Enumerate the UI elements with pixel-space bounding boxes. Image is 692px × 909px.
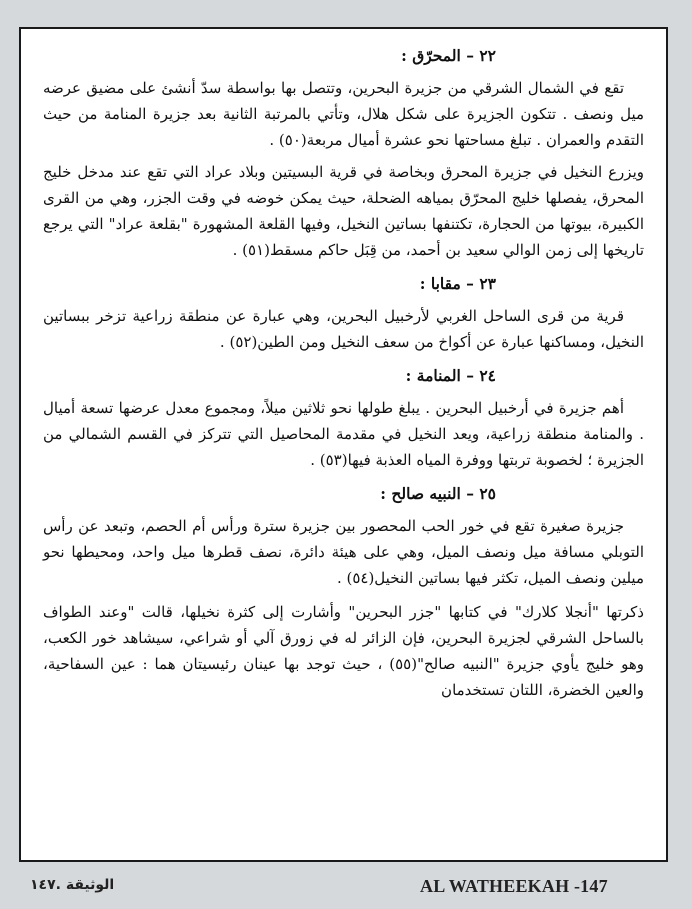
paragraph-muharraq-1: تقع في الشمال الشرقي من جزيرة البحرين، وتتصل بها بواسطة سدّ أنشئ على مضيق عرضه ميل ونصف . تتكون الجزيرة على شكل هلال، وتأتي بالمرتبة الثانية بعد جزيرة المنامة من حيث التقدم والعمران . تبلغ مساحتها نحو عشرة أميال مربعة(٥٠) . (43, 79, 644, 149)
section-heading-maqaba: ٢٣ – مقابا : (419, 274, 496, 293)
paragraph-manama-1: أهم جزيرة في أرخبيل البحرين . يبلغ طولها نحو ثلاثين ميلاً، ومجموع معدل عرضها تسعة أميال . والمنامة منطقة زراعية، ويعد النخيل في مقدمة المحاصيل التي تتركز في القسم الشمالي من الجزيرة ؛ لخصوبة تربتها ووفرة المياه العذبة فيها(٥٣) . (43, 399, 644, 469)
section-heading-muharraq: ٢٢ – المحرّق : (401, 46, 496, 65)
footer-title-english: AL WATHEEKAH -147 (420, 876, 608, 896)
paragraph-muharraq-2: ويزرع النخيل في جزيرة المحرق وبخاصة في قرية البسيتين وبلاد عراد التي تقع عند مدخل خليج المحرق، يفصلها خليج المحرّق بمياهه الضحلة، حيث يمكن خوضه في وقت الجزر، وهي من القرى الكبيرة، بيوتها من الحجارة، تكتنفها بساتين النخيل، وفيها القلعة المشهورة "بقلعة عراد" التي يرجع تاريخها إلى زمن الوالي سعيد بن أحمد، من قِبَل حاكم مسقط(٥١) . (43, 163, 644, 259)
section-heading-manama: ٢٤ – المنامة : (405, 366, 496, 385)
paragraph-maqaba-1: قرية من قرى الساحل الغربي لأرخبيل البحرين، وهي عبارة عن منطقة زراعية تزخر ببساتين النخيل، ومساكنها عبارة عن أكواخ من سعف النخيل ومن الطين(٥٢) . (43, 307, 644, 351)
paragraph-nabih-saleh-2: ذكرتها "أنجلا كلارك" في كتابها "جزر البحرين" وأشارت إلى كثرة نخيلها، قالت "وعند الطواف بالساحل الشرقي لجزيرة البحرين، فإن الزائر له في زورق آلي أو شراعي، سيشاهد خور الكعب، وهو خليج يأوي جزيرة "النبيه صالح"(٥٥) ، حيث توجد بها عينان رئيسيتان هما : عين السفاحية، والعين الخضرة، اللتان تستخدمان (43, 603, 644, 699)
paragraph-nabih-saleh-1: جزيرة صغيرة تقع في خور الحب المحصور بين جزيرة سترة ورأس أم الحصم، وتبعد عن رأس التوبلي مسافة ميل ونصف الميل، وهي على هيئة دائرة، نصف قطرها ميل واحد، ومحيطها نحو ميلين ونصف الميل، تكثر فيها بساتين النخيل(٥٤) . (43, 517, 644, 587)
section-heading-nabih-saleh: ٢٥ – النبيه صالح : (380, 484, 496, 503)
page-frame (19, 27, 668, 862)
footer-title-arabic: الوثيقة .١٤٧ (30, 877, 115, 893)
page-content (21, 29, 666, 703)
